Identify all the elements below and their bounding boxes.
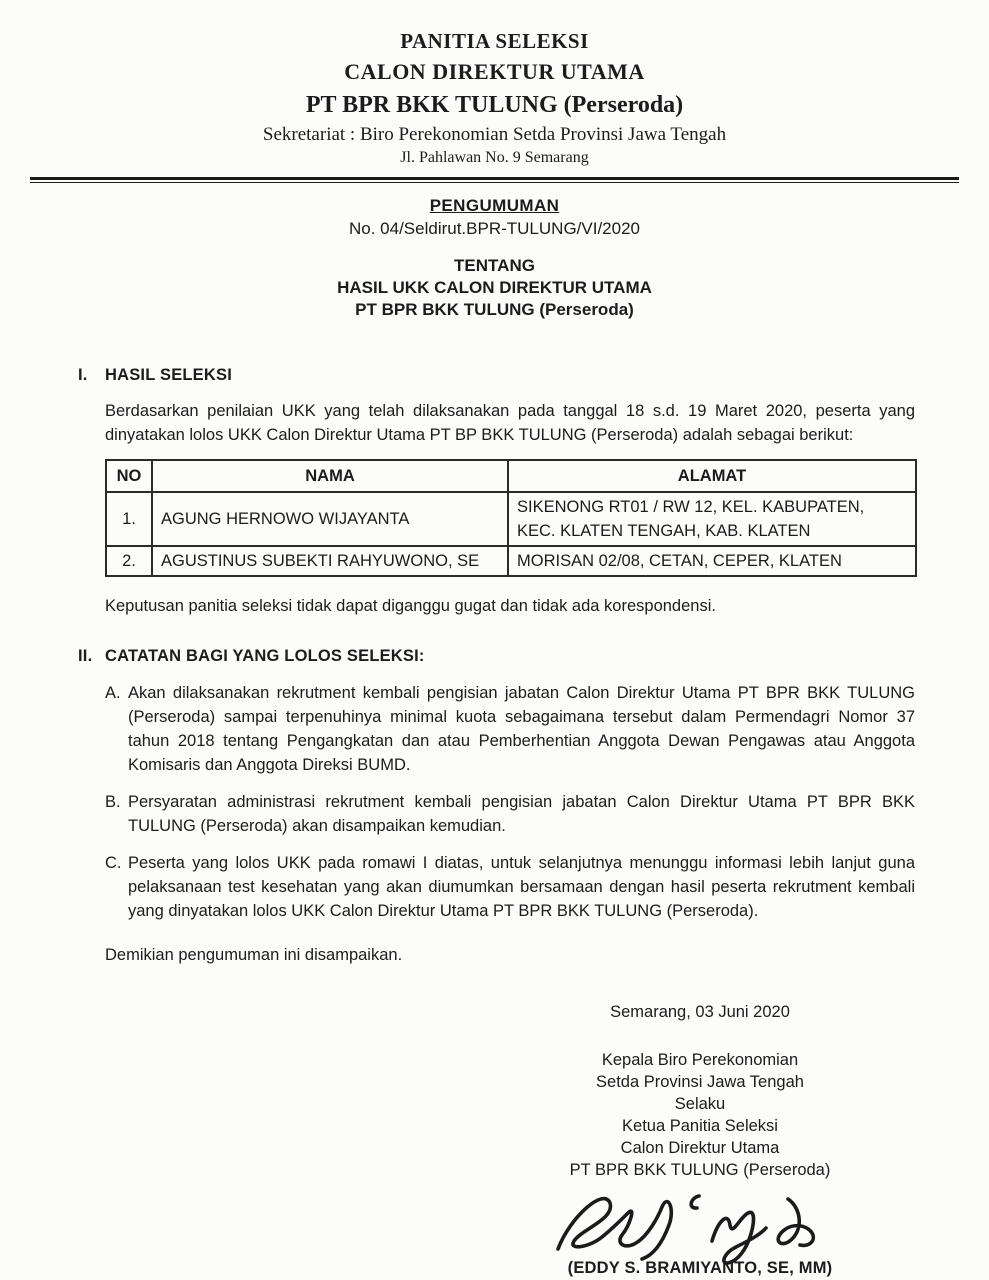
table-header-nama: NAMA [152, 460, 508, 492]
row2-nama: AGUSTINUS SUBEKTI RAHYUWONO, SE [152, 546, 508, 576]
signatory-title-4: Ketua Panitia Seleksi [622, 1116, 778, 1135]
announcement-about: TENTANG [454, 255, 535, 275]
item-a-text: Akan dilaksanakan rekrutment kembali pengisian jabatan Calon Direktur Utama PT BPR BKK TULUNG (Perseroda) sampai terpenuhinya minimal kuota sebagaimana tersebut dalam Permendagri Nomor 37 tahun 2018 tentang Pengangkatan dan atau Pemberhentian Anggota Dewan Pengawas atau Anggota Komisaris dan Anggota Direksi BUMD. [128, 683, 915, 774]
section2-numeral: II. [78, 646, 93, 665]
table-row [106, 546, 916, 576]
title-block [0, 195, 989, 321]
table-header-alamat: ALAMAT [508, 460, 916, 492]
closing-line: Demikian pengumuman ini disampaikan. [105, 945, 403, 964]
row1-no: 1. [106, 492, 152, 546]
letterhead-position: CALON DIREKTUR UTAMA [344, 59, 645, 85]
row2-alamat: MORISAN 02/08, CETAN, CEPER, KLATEN [508, 546, 916, 576]
section1-intro: Berdasarkan penilaian UKK yang telah dilaksanakan pada tanggal 18 s.d. 19 Maret 2020, peserta yang dinyatakan lolos UKK Calon Direktur Utama PT BP BKK TULUNG (Perseroda) adalah sebagai berikut: [105, 401, 915, 444]
item-b-label: B. [105, 792, 121, 811]
signatory-title-6: PT BPR BKK TULUNG (Perseroda) [569, 1160, 831, 1179]
item-c-text: Peserta yang lolos UKK pada romawi I diatas, untuk selanjutnya menunggu informasi lebih lanjut guna pelaksanaan test kesehatan yang akan diumumkan bersamaan dengan hasil peserta rekrutment kembali yang dinyatakan lolos UKK Calon Direktur Utama PT BPR BKK TULUNG (Perseroda). [128, 853, 915, 920]
section2-title: CATATAN BAGI YANG LOLOS SELEKSI: [105, 646, 425, 665]
row2-no: 2. [106, 546, 152, 576]
result-table [105, 459, 917, 577]
letterhead-committee: PANITIA SELEKSI [400, 29, 589, 53]
list-item-a [78, 681, 915, 777]
item-b-text: Persyaratan administrasi rekrutment kembali pengisian jabatan Calon Direktur Utama PT BPR BKK TULUNG (Perseroda) akan disampaikan kemudian. [128, 792, 915, 835]
place-date: Semarang, 03 Juni 2020 [610, 1002, 790, 1021]
section1-numeral: I. [78, 365, 88, 384]
row1-alamat: SIKENONG RT01 / RW 12, KEL. KABUPATEN, KEC. KLATEN TENGAH, KAB. KLATEN [508, 492, 916, 546]
signatory-title-1: Kepala Biro Perekonomian [601, 1050, 799, 1069]
announcement-subject-line2: PT BPR BKK TULUNG (Perseroda) [355, 299, 634, 319]
signatory-title-5: Calon Direktur Utama [620, 1138, 780, 1157]
letterhead-divider [30, 177, 959, 183]
document-body [78, 363, 915, 1279]
letterhead [0, 28, 989, 168]
table-row [106, 492, 916, 546]
signatory-title-3: Selaku [674, 1094, 726, 1113]
row1-nama: AGUNG HERNOWO WIJAYANTA [152, 492, 508, 546]
list-item-c [78, 851, 915, 923]
item-a-label: A. [105, 683, 121, 702]
section2-heading [78, 644, 915, 668]
item-c-label: C. [105, 853, 122, 872]
section1-heading [78, 363, 915, 387]
announcement-number: No. 04/Seldirut.BPR-TULUNG/VI/2020 [348, 218, 640, 238]
announcement-subject-line1: HASIL UKK CALON DIREKTUR UTAMA [337, 277, 652, 297]
section1-note: Keputusan panitia seleksi tidak dapat diganggu gugat dan tidak ada korespondensi. [105, 596, 716, 615]
signatory-name: (EDDY S. BRAMIYANTO, SE, MM) [567, 1258, 833, 1277]
letterhead-secretariat: Sekretariat : Biro Perekonomian Setda Provinsi Jawa Tengah [262, 123, 727, 145]
announcement-heading: PENGUMUMAN [429, 195, 560, 215]
letterhead-company: PT BPR BKK TULUNG (Perseroda) [305, 91, 684, 118]
section1-title: HASIL SELEKSI [105, 365, 232, 384]
table-header-no: NO [106, 460, 152, 492]
letterhead-address: Jl. Pahlawan No. 9 Semarang [400, 148, 589, 166]
signatory-title-2: Setda Provinsi Jawa Tengah [596, 1072, 804, 1091]
table-header-row [106, 460, 916, 492]
list-item-b [78, 790, 915, 838]
signature-block [510, 1001, 890, 1279]
